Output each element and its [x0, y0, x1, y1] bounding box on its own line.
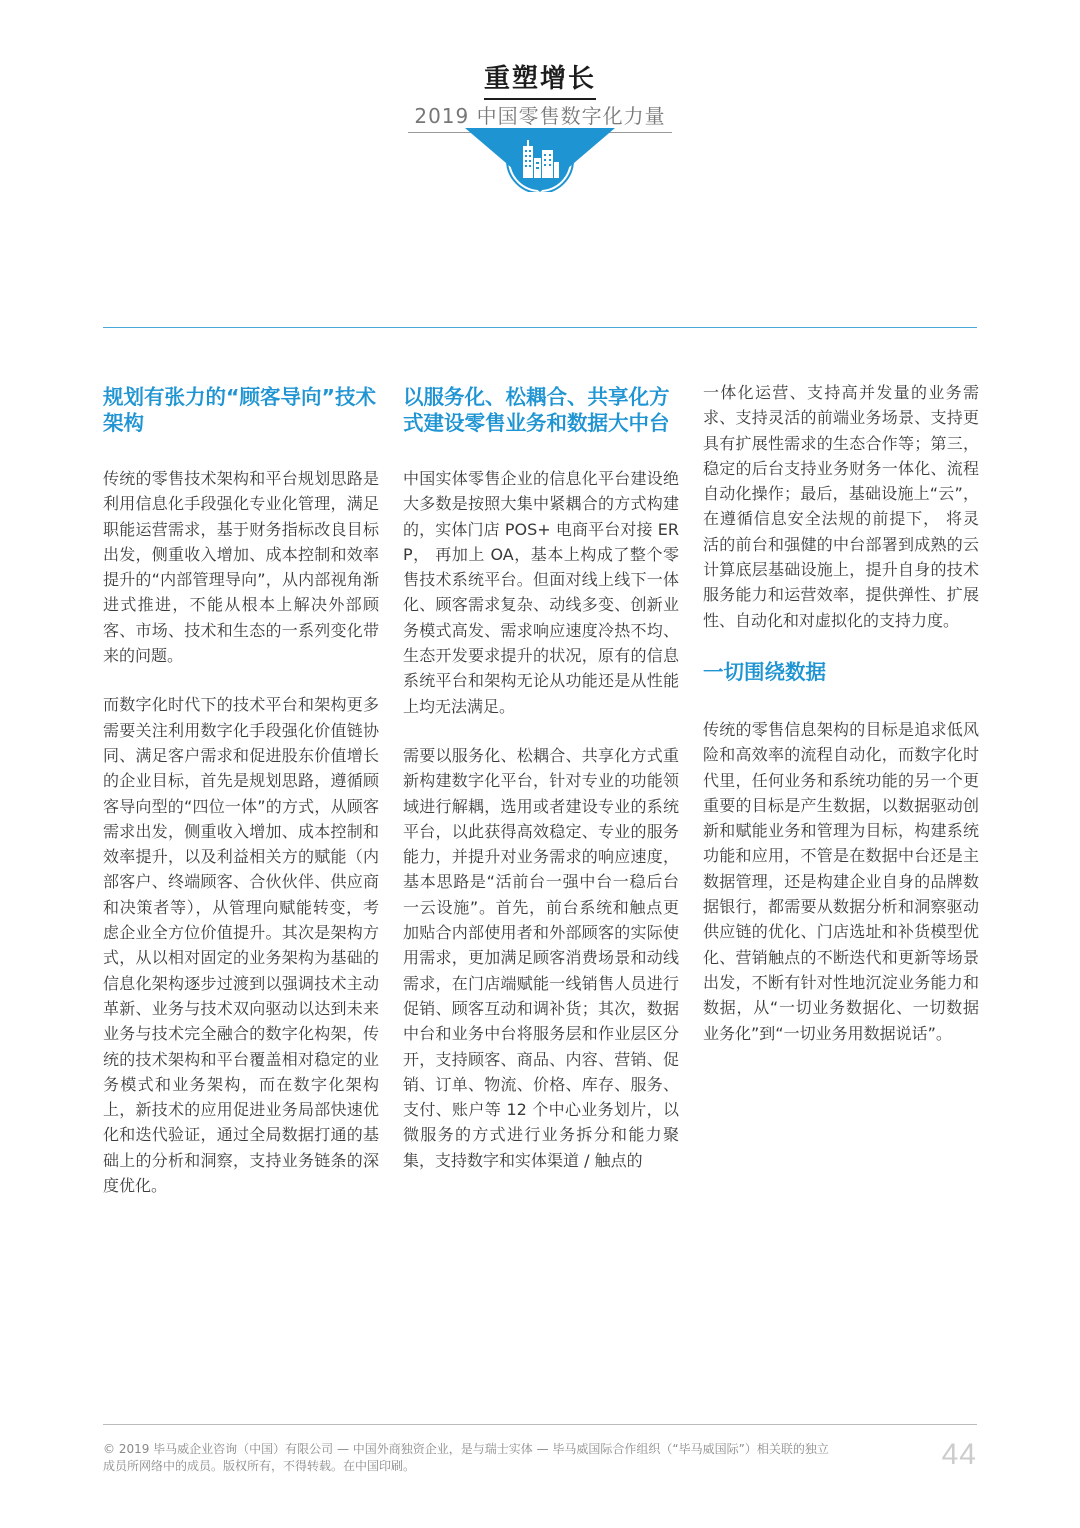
copyright-line-2: 成员所网络中的成员。版权所有，不得转载。在中国印刷。 — [103, 1459, 416, 1473]
section-heading-data-centric: 一切围绕数据 — [703, 659, 826, 684]
body-paragraph: 一体化运营、支持高并发量的业务需求、支持灵活的前端业务场景、支持更具有扩展性需求的生态合作等；第三，稳定的后台支持业务财务一体化、流程自动化操作；最后，基础设施上“云”，在遵循信息安全法规的前提下， 将灵活的前台和强健的中台部署到成熟的云计算底层基础设施上，提升自身的技术服务能力和运营效率，提供弹性、扩展性、自动化和对虚拟化的支持力度。 — [703, 383, 979, 630]
body-paragraph: 中国实体零售企业的信息化平台建设绝大多数是按照大集中紧耦合的方式构建的，实体门店 POS+ 电商平台对接 ERP， 再加上 OA，基本上构成了整个零售技术系统平台。但面对线上线下一体化、顾客需求复杂、动线多变、创新业务模式高发、需求响应速度冷热不均、生态开发要求提升的状况，原有的信息系统平台和架构无论从功能还是从性能上均无法满足。 — [403, 469, 679, 716]
column-2 — [403, 380, 679, 1173]
building-icon — [465, 128, 615, 192]
footer-divider — [103, 1424, 977, 1425]
column-1 — [103, 380, 379, 1198]
page-number: 44 — [941, 1438, 977, 1471]
report-title: 重塑增长 — [484, 62, 596, 100]
body-paragraph: 传统的零售信息架构的目标是追求低风险和高效率的流程自动化，而数字化时代里，任何业务和系统功能的另一个更重要的目标是产生数据，以数据驱动创新和赋能业务和管理为目标，构建系统功能和应用，不管是在数据中台还是主数据管理，还是构建企业自身的品牌数据银行，都需要从数据分析和洞察驱动供应链的优化、门店选址和补货模型优化、营销触点的不断迭代和更新等场景出发，不断有针对性地沉淀业务能力和数据，从“一切业务数据化、一切数据业务化”到“一切业务用数据说话”。 — [703, 719, 979, 1043]
copyright-line-1: © 2019 毕马威企业咨询（中国）有限公司 — 中国外商独资企业，是与瑞士实体 — 毕马威国际合作组织（“毕马威国际”）相关联的独立 — [103, 1442, 829, 1456]
top-divider — [103, 327, 977, 328]
report-subtitle: 2019 中国零售数字化力量 — [408, 102, 671, 133]
body-paragraph: 而数字化时代下的技术平台和架构更多需要关注利用数字化手段强化价值链协同、满足客户需求和促进股东价值增长的企业目标，首先是规划思路，遵循顾客导向型的“四位一体”的方式，从顾客需求出发，侧重收入增加、成本控制和效率提升，以及利益相关方的赋能（内部客户、终端顾客、合伙伙伴、供应商和决策者等），从管理向赋能转变，考虑企业全方位价值提升。其次是架构方式，从以相对固定的业务架构为基础的信息化架构逐步过渡到以强调技术主动革新、业务与技术双向驱动以达到未来业务与技术完全融合的数字化构架，传统的技术架构和平台覆盖相对稳定的业务模式和业务架构，而在数字化架构上，新技术的应用促进业务局部快速优化和迭代验证，通过全局数据打通的基础上的分析和洞察，支持业务链条的深度优化。 — [103, 695, 379, 1196]
section-heading-middle-platform: 以服务化、松耦合、共享化方式建设零售业务和数据大中台 — [403, 385, 670, 435]
section-heading-customer-oriented-architecture: 规划有张力的“顾客导向”技术架构 — [103, 385, 376, 435]
page-header — [0, 62, 1080, 133]
body-paragraph: 传统的零售技术架构和平台规划思路是利用信息化手段强化专业化管理，满足职能运营需求，基于财务指标改良目标出发，侧重收入增加、成本控制和效率提升的“内部管理导向”，从内部视角渐进式推进，不能从根本上解决外部顾客、市场、技术和生态的一系列变化带来的问题。 — [103, 469, 379, 666]
body-paragraph: 需要以服务化、松耦合、共享化方式重新构建数字化平台，针对专业的功能领域进行解耦，选用或者建设专业的系统平台，以此获得高效稳定、专业的服务能力，并提升对业务需求的响应速度，基本思路是“活前台一强中台一稳后台一云设施”。首先，前台系统和触点更加贴合内部使用者和外部顾客的实际使用需求，更加满足顾客消费场景和动线需求，在门店端赋能一线销售人员进行促销、顾客互动和调补货；其次，数据中台和业务中台将服务层和作业层区分开，支持顾客、商品、内容、营销、促销、订单、物流、价格、库存、服务、支付、账户等 12 个中心业务划片，以微服务的方式进行业务拆分和能力聚集，支持数字和实体渠道 / 触点的 — [403, 745, 679, 1170]
footer-copyright — [103, 1441, 913, 1475]
column-3 — [703, 380, 979, 1046]
